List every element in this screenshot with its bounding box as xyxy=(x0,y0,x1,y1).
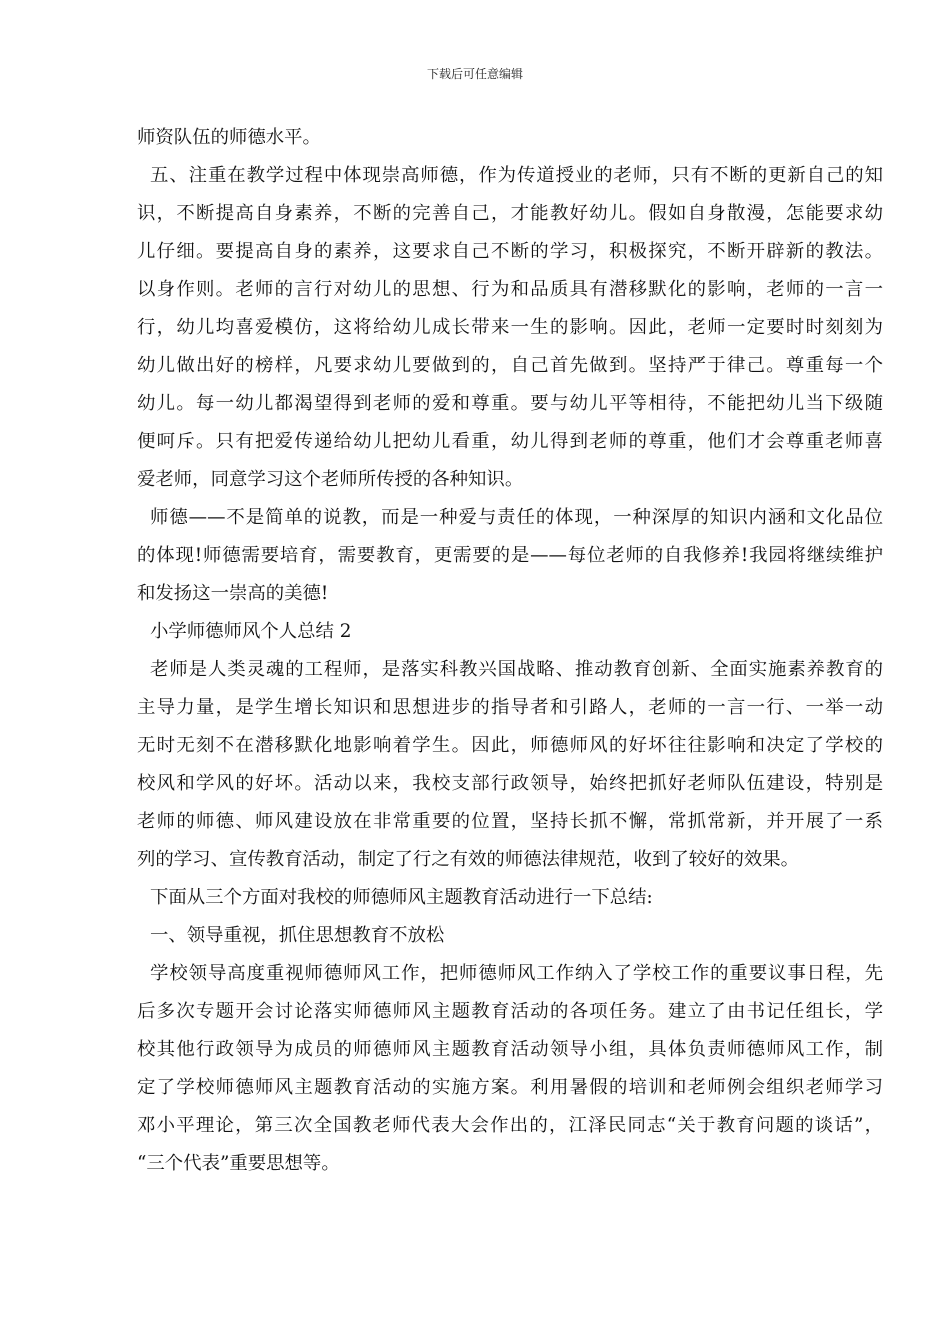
text-line: 师资队伍的师德水平。 xyxy=(137,127,321,148)
text-line: 儿仔细。要提高自身的素养，这要求自己不断的学习，积极探究，不断开辟新的教法。 xyxy=(137,241,883,262)
text-line: 行，幼儿均喜爱模仿，这将给幼儿成长带来一生的影响。因此，老师一定要时时刻刻为 xyxy=(137,317,883,338)
text-line: 无时无刻不在潜移默化地影响着学生。因此，师德师风的好坏往往影响和决定了学校的 xyxy=(137,735,883,756)
text-line: 列的学习、宣传教育活动，制定了行之有效的师德法律规范，收到了较好的效果。 xyxy=(137,849,800,870)
paragraph xyxy=(137,879,883,917)
paragraph xyxy=(137,499,883,613)
text-line: 邓小平理论，第三次全国教老师代表大会作出的，江泽民同志“关于教育问题的谈话”， xyxy=(137,1115,883,1136)
paragraph xyxy=(137,119,883,157)
text-line: 下面从三个方面对我校的师德师风主题教育活动进行一下总结: xyxy=(150,887,653,908)
paragraph xyxy=(137,157,883,499)
text-line: 学校领导高度重视师德师风工作，把师德师风工作纳入了学校工作的重要议事日程，先 xyxy=(150,963,883,984)
text-line: 以身作则。老师的言行对幼儿的思想、行为和品质具有潜移默化的影响，老师的一言一 xyxy=(137,279,883,300)
text-line: 便呵斥。只有把爱传递给幼儿把幼儿看重，幼儿得到老师的尊重，他们才会尊重老师喜 xyxy=(137,431,883,452)
page-header: 下载后可任意编辑 xyxy=(426,67,523,81)
text-line: 小学师德师风个人总结 2 xyxy=(150,621,352,642)
text-line: 爱老师，同意学习这个老师所传授的各种知识。 xyxy=(137,469,524,490)
text-line: 校其他行政领导为成员的师德师风主题教育活动领导小组，具体负责师德师风工作，制 xyxy=(137,1039,883,1060)
text-line: 的体现!师德需要培育，需要教育，更需要的是——每位老师的自我修养!我园将继续维护 xyxy=(137,545,883,566)
text-line: 幼儿。每一幼儿都渴望得到老师的爱和尊重。要与幼儿平等相待，不能把幼儿当下级随 xyxy=(137,393,883,414)
text-line: 师德——不是简单的说教，而是一种爱与责任的体现，一种深厚的知识内涵和文化品位 xyxy=(150,507,883,528)
text-line: 主导力量，是学生增长知识和思想进步的指导者和引路人，老师的一言一行、一举一动 xyxy=(137,697,883,718)
text-line: 和发扬这一崇高的美德! xyxy=(137,583,329,604)
paragraph xyxy=(137,651,883,879)
text-line: 幼儿做出好的榜样，凡要求幼儿要做到的，自己首先做到。坚持严于律己。尊重每一个 xyxy=(137,355,883,376)
text-line: 一、领导重视，抓住思想教育不放松 xyxy=(150,925,445,946)
paragraph xyxy=(137,955,883,1183)
text-line: 后多次专题开会讨论落实师德师风主题教育活动的各项任务。建立了由书记任组长，学 xyxy=(137,1001,883,1022)
text-line: 老师是人类灵魂的工程师，是落实科教兴国战略、推动教育创新、全面实施素养教育的 xyxy=(150,659,883,680)
text-line: 定了学校师德师风主题教育活动的实施方案。利用暑假的培训和老师例会组织老师学习 xyxy=(137,1077,883,1098)
document-body xyxy=(137,119,883,1183)
text-line: 识，不断提高自身素养，不断的完善自己，才能教好幼儿。假如自身散漫，怎能要求幼 xyxy=(137,203,883,224)
text-line: 校风和学风的好坏。活动以来，我校支部行政领导，始终把抓好老师队伍建设，特别是 xyxy=(137,773,883,794)
text-line: 五、注重在教学过程中体现崇高师德，作为传道授业的老师，只有不断的更新自己的知 xyxy=(150,165,883,186)
text-line: 老师的师德、师风建设放在非常重要的位置，坚持长抓不懈，常抓常新，并开展了一系 xyxy=(137,811,883,832)
text-line: “三个代表”重要思想等。 xyxy=(137,1153,340,1174)
section-heading xyxy=(137,917,883,955)
section-title xyxy=(137,613,883,651)
